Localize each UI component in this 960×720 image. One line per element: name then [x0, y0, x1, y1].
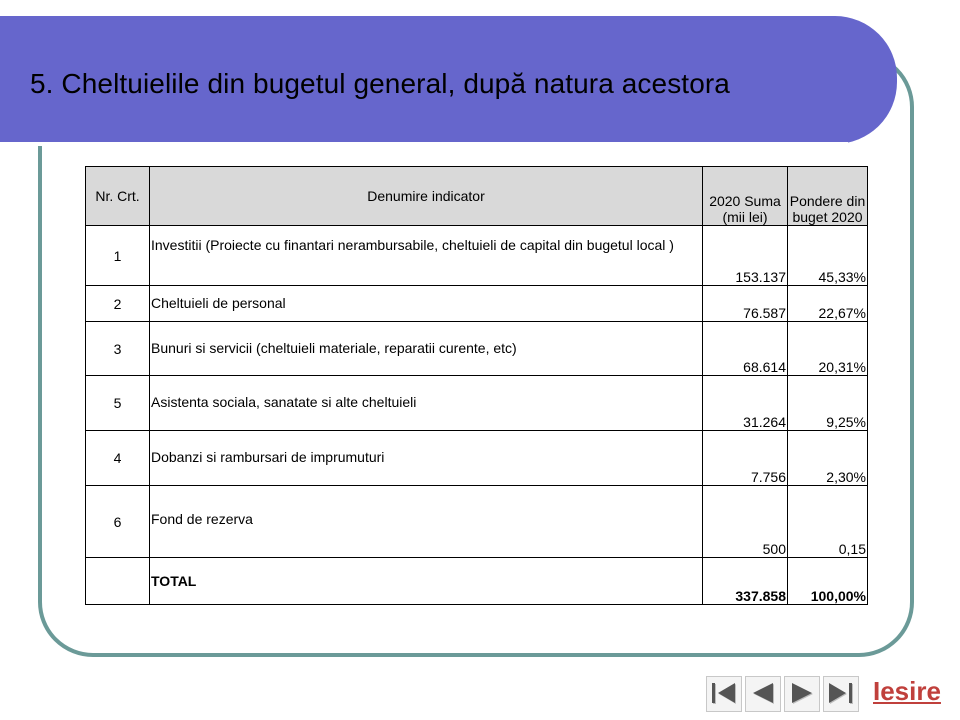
next-slide-icon	[787, 681, 817, 707]
row-name: Bunuri si servicii (cheltuieli materiale, reparatii curente, etc)	[150, 322, 703, 376]
row-nr: 1	[86, 226, 150, 286]
row-sum: 500	[703, 486, 788, 558]
previous-slide-button[interactable]	[745, 676, 781, 712]
row-weight: 45,33%	[788, 226, 868, 286]
title-banner	[0, 16, 897, 144]
budget-table	[85, 166, 868, 605]
header-sum: 2020 Suma (mii lei)	[703, 167, 788, 226]
next-slide-button[interactable]	[784, 676, 820, 712]
table-row	[86, 376, 868, 431]
row-weight: 20,31%	[788, 322, 868, 376]
row-weight: 0,15	[788, 486, 868, 558]
row-weight: 9,25%	[788, 376, 868, 431]
row-sum: 76.587	[703, 286, 788, 322]
row-weight: 22,67%	[788, 286, 868, 322]
table-total-row	[86, 558, 868, 605]
header-weight: Pondere din buget 2020	[788, 167, 868, 226]
exit-link[interactable]: Iesire	[873, 676, 941, 706]
header-name: Denumire indicator	[150, 167, 703, 226]
row-name: Cheltuieli de personal	[150, 286, 703, 322]
table-row	[86, 431, 868, 486]
last-slide-icon	[826, 681, 856, 707]
table-header-row	[86, 167, 868, 226]
row-sum: 7.756	[703, 431, 788, 486]
table-row	[86, 286, 868, 322]
total-label: TOTAL	[150, 558, 703, 605]
first-slide-icon	[709, 681, 739, 707]
table-row	[86, 322, 868, 376]
row-nr: 3	[86, 322, 150, 376]
row-sum: 153.137	[703, 226, 788, 286]
first-slide-button[interactable]	[706, 676, 742, 712]
row-name: Asistenta sociala, sanatate si alte cheltuieli	[150, 376, 703, 431]
row-sum: 31.264	[703, 376, 788, 431]
table-row	[86, 486, 868, 558]
header-nr: Nr. Crt.	[86, 167, 150, 226]
last-slide-button[interactable]	[823, 676, 859, 712]
table-row	[86, 226, 868, 286]
row-nr: 2	[86, 286, 150, 322]
row-name: Investitii (Proiecte cu finantari nerambursabile, cheltuieli de capital din bugetul local )	[150, 226, 703, 286]
row-sum: 68.614	[703, 322, 788, 376]
row-name: Dobanzi si rambursari de imprumuturi	[150, 431, 703, 486]
row-nr: 6	[86, 486, 150, 558]
title-underline	[0, 142, 848, 146]
row-weight: 2,30%	[788, 431, 868, 486]
slide-title: 5. Cheltuielile din bugetul general, după natura acestora	[30, 68, 730, 99]
row-nr: 4	[86, 431, 150, 486]
total-nr	[86, 558, 150, 605]
previous-slide-icon	[748, 681, 778, 707]
total-sum: 337.858	[703, 558, 788, 605]
total-weight: 100,00%	[788, 558, 868, 605]
row-name: Fond de rezerva	[150, 486, 703, 558]
row-nr: 5	[86, 376, 150, 431]
